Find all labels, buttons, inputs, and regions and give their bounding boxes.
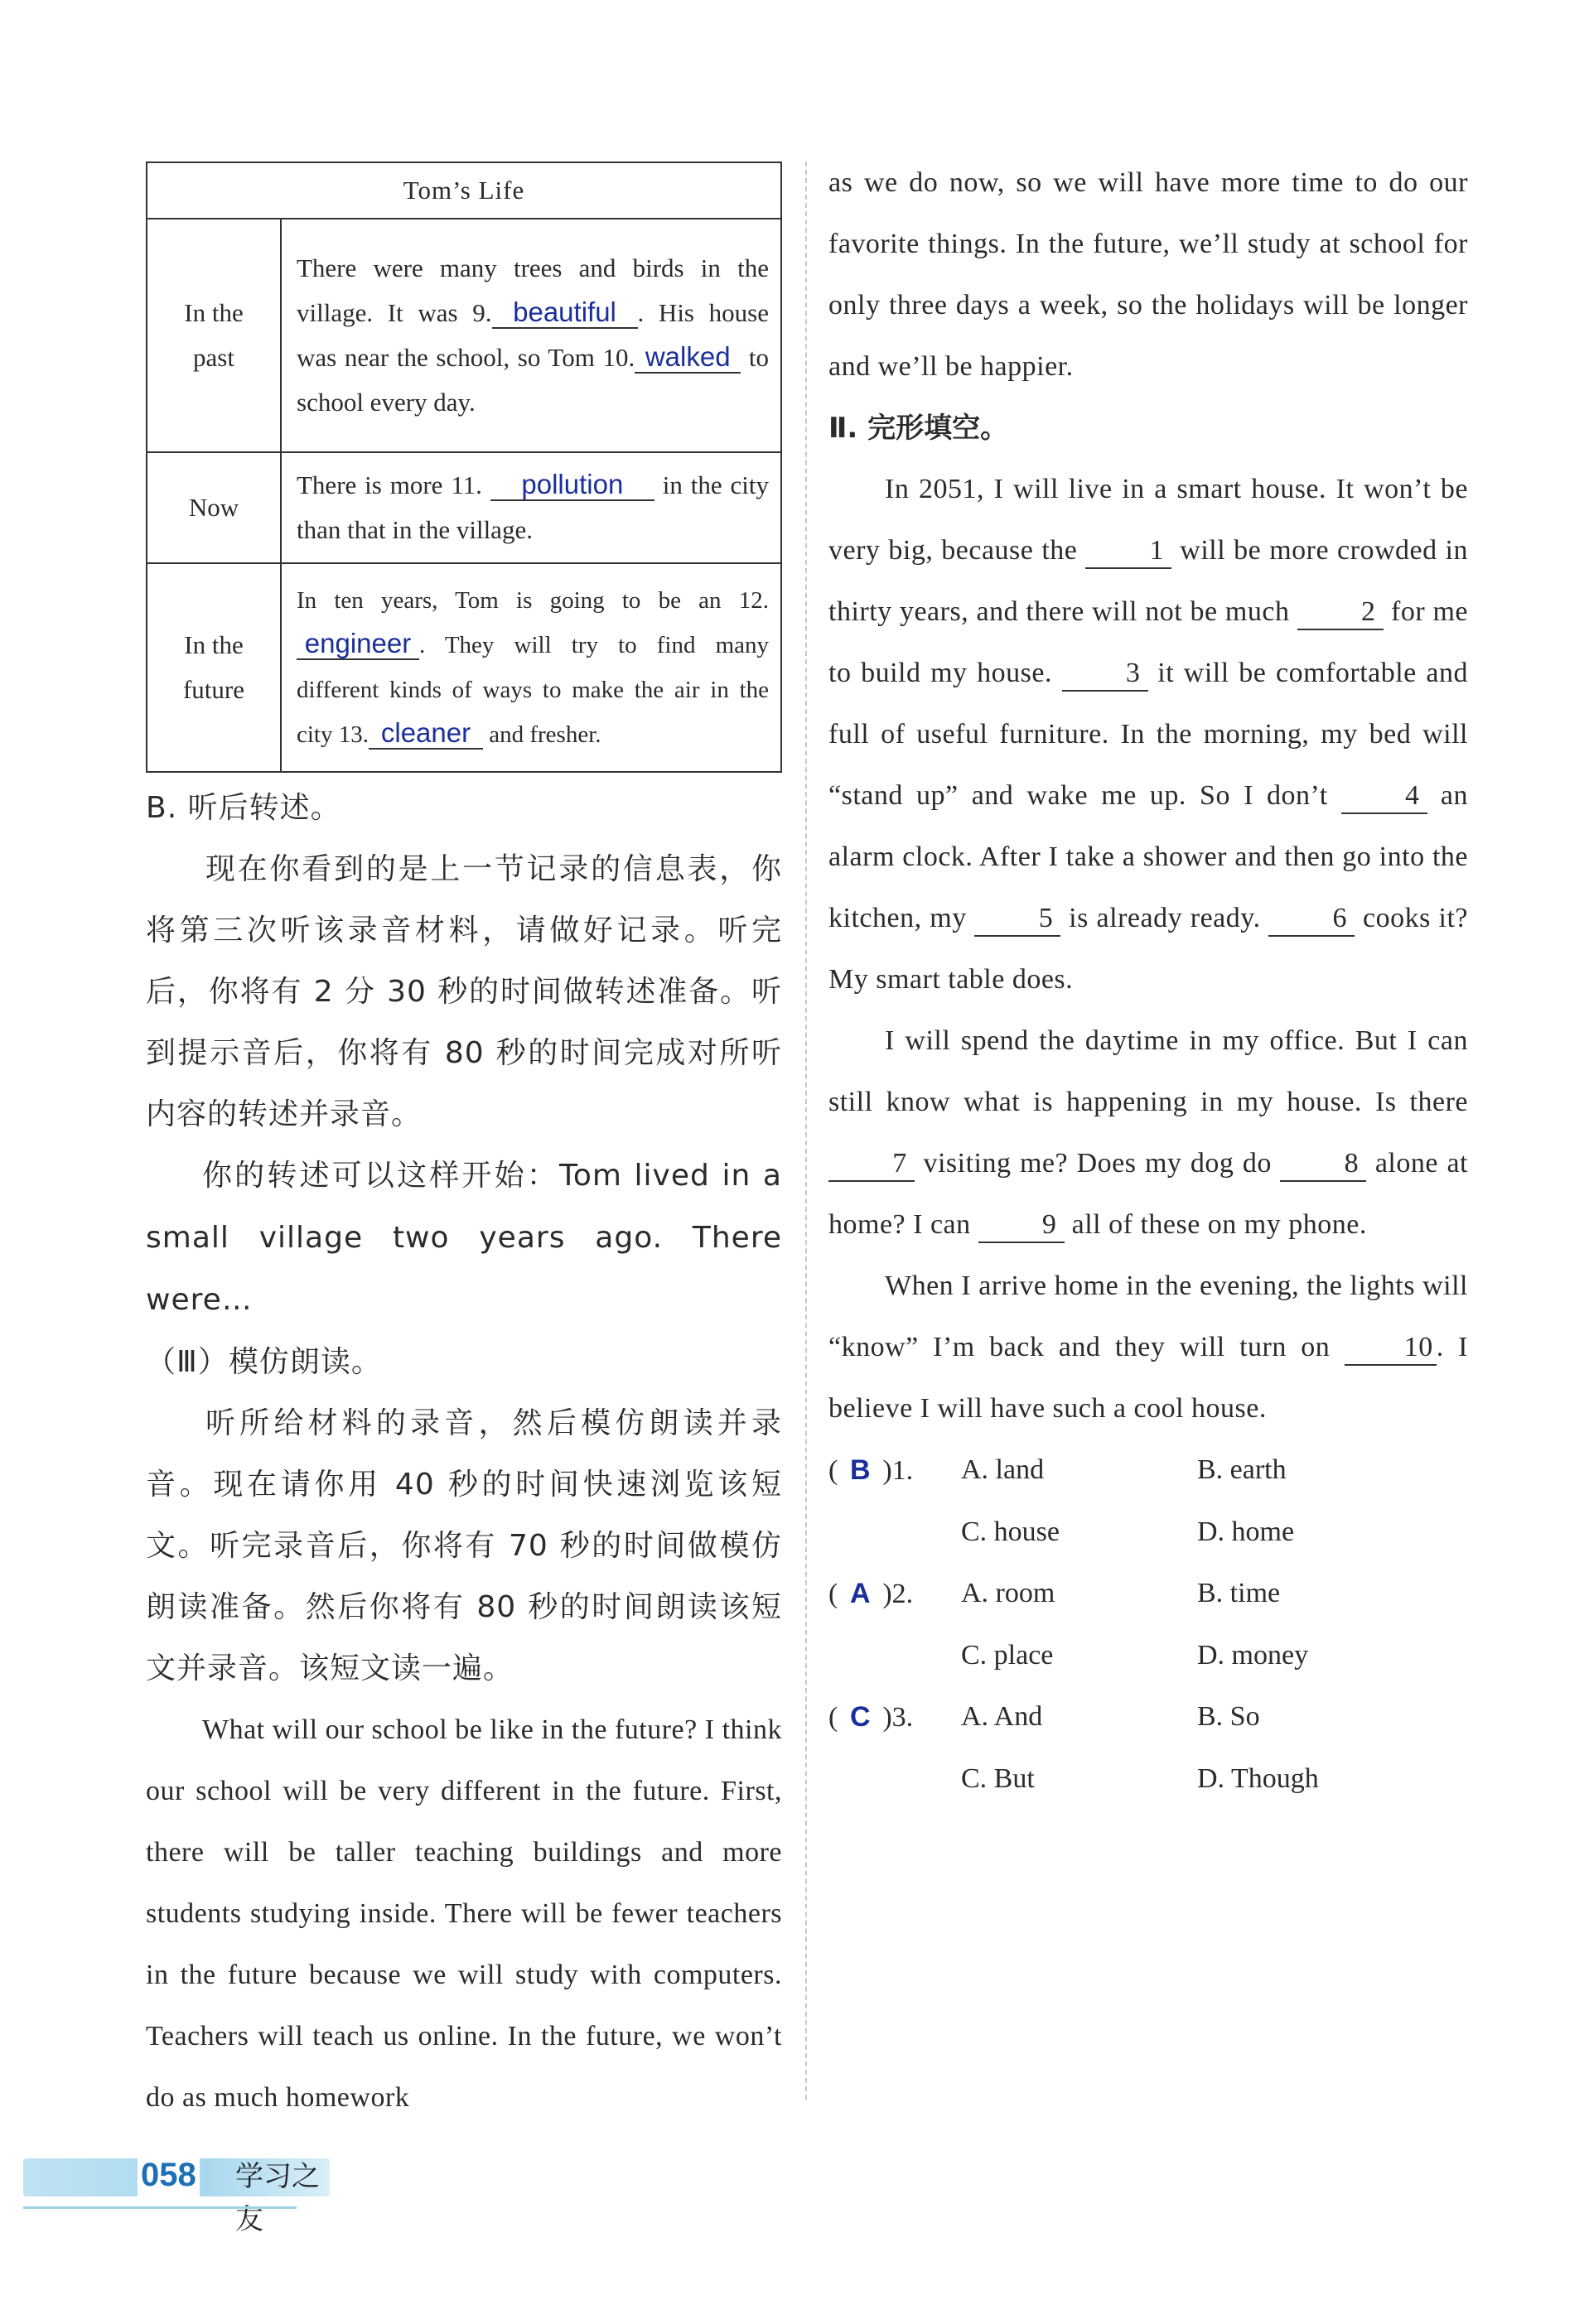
reading-passage: What will our school be like in the future? I think our school will be very different in the future. First, there will be taller teaching buildings and more students studying inside. There will be fewer teachers in the future because we will study with computers. Teachers will teach us online. In the future, we won’t do as much homework <box>146 1714 782 2113</box>
table-row-future <box>147 563 781 772</box>
answer-1: B <box>850 1454 871 1486</box>
q1-option-b: B. earth <box>1197 1454 1287 1485</box>
q2-option-b: B. time <box>1197 1578 1281 1608</box>
retell-instructions: 现在你看到的是上一节记录的信息表，你将第三次听该录音材料，请做好记录。听完后，你将有 2 分 30 秒的时间做转述准备。听到提示音后，你将有 80 秒的时间完成对所听内容的转述并录音。 <box>146 852 782 1131</box>
section-b-heading: B. 听后转述。 <box>146 791 341 825</box>
cloze-gap-5: 5 <box>974 902 1060 937</box>
answer-3: C <box>850 1701 871 1733</box>
section-3-heading: （Ⅲ）模仿朗读。 <box>146 1345 382 1379</box>
cloze-paragraph-1: In 2051, I will live in a smart house. It won’t be very big, because the 1 will be more crowded in thirty years, and there will not be much 2 for me to build my house. 3 it will be comfortable and full of useful furniture. In the morning, my bed will “stand up” and wake me up. So I don’t 4 an alarm clock. After I take a shower and then go into the kitchen, my 5 is already ready. 6 cooks it? My smart table does. <box>828 474 1469 995</box>
cloze-heading: Ⅱ. 完形填空。 <box>828 412 1009 445</box>
question-2: ( A )2. A. room B. time C. place D. money <box>828 1563 1468 1686</box>
cloze-gap-7: 7 <box>828 1147 915 1182</box>
answer-blank-10: walked <box>635 342 741 374</box>
row-label-future: In the future <box>147 563 281 772</box>
q2-option-c: C. place <box>961 1640 1054 1671</box>
q3-option-d: D. Though <box>1197 1763 1319 1794</box>
row-content-future: In ten years, Tom is going to be an 12.engineer . They will try to find many different kinds of ways to make the air in the city 13. cleaner and fresher. <box>281 563 781 772</box>
table-title: Tom’s Life <box>147 162 781 219</box>
toms-life-table <box>146 162 782 773</box>
table-row-past <box>147 219 781 452</box>
cloze-gap-8: 8 <box>1280 1147 1366 1182</box>
row-label-past: In the past <box>147 219 281 452</box>
q2-option-d: D. money <box>1197 1640 1309 1671</box>
cloze-paragraph-3: When I arrive home in the evening, the lights will “know” I’m back and they will turn on 10 . I believe I will have such a cool house. <box>828 1270 1469 1424</box>
cloze-gap-10: 10 <box>1345 1331 1437 1366</box>
answer-blank-13: cleaner <box>369 718 483 750</box>
question-3: ( C )3. A. And B. So C. But D. Though <box>828 1686 1468 1810</box>
table-row-now <box>147 452 781 563</box>
page-number: 058 <box>138 2153 200 2196</box>
cloze-gap-4: 4 <box>1341 779 1427 814</box>
q1-option-a: A. land <box>961 1454 1045 1485</box>
row-content-now: There is more 11. pollution in the city than that in the village. <box>281 452 781 563</box>
answer-blank-11: pollution <box>490 470 654 501</box>
q3-option-b: B. So <box>1197 1701 1260 1732</box>
reading-passage-continued: as we do now, so we will have more time to do our favorite things. In the future, we’ll study at school for only three days a week, so the holidays will be longer and we’ll be happier. <box>828 167 1468 382</box>
reading-instructions: 听所给材料的录音，然后模仿朗读并录音。现在请你用 40 秒的时间快速浏览该短文。听完录音后，你将有 70 秒的时间做模仿朗读准备。然后你将有 80 秒的时间朗读该短文并录音。该短文读一遍。 <box>146 1406 782 1685</box>
right-column <box>828 152 1468 1810</box>
cloze-gap-1: 1 <box>1085 534 1171 569</box>
answer-blank-12: engineer <box>297 629 419 660</box>
row-content-past: There were many trees and birds in the village. It was 9. beautiful . His house was near the school, so Tom 10. walked to school every day. <box>281 219 781 452</box>
answer-blank-9: beautiful <box>492 297 638 329</box>
q2-option-a: A. room <box>961 1578 1055 1608</box>
page-footer <box>23 2153 330 2236</box>
retell-starter: 你的转述可以这样开始：Tom lived in a small village two years ago. There were… <box>146 1159 782 1317</box>
q3-option-a: A. And <box>961 1701 1043 1732</box>
q1-option-d: D. home <box>1197 1516 1295 1547</box>
left-column <box>146 162 782 2129</box>
question-1: ( B )1. A. land B. earth C. house D. home <box>828 1439 1468 1563</box>
column-divider <box>805 162 807 2100</box>
cloze-paragraph-2: I will spend the daytime in my office. But I can still know what is happening in my house. Is there 7 visiting me? Does my dog do 8 alone at home? I can 9 all of these on my phone. <box>828 1010 1468 1256</box>
cloze-gap-2: 2 <box>1297 595 1384 630</box>
row-label-now: Now <box>147 452 281 563</box>
cloze-gap-9: 9 <box>978 1208 1065 1243</box>
brand-name: 学习之友 <box>235 2160 320 2236</box>
cloze-gap-3: 3 <box>1062 657 1148 692</box>
q3-option-c: C. But <box>961 1763 1035 1794</box>
q1-option-c: C. house <box>961 1516 1060 1547</box>
footer-underline <box>23 2206 297 2209</box>
answer-2: A <box>850 1578 871 1609</box>
cloze-gap-6: 6 <box>1268 902 1355 937</box>
